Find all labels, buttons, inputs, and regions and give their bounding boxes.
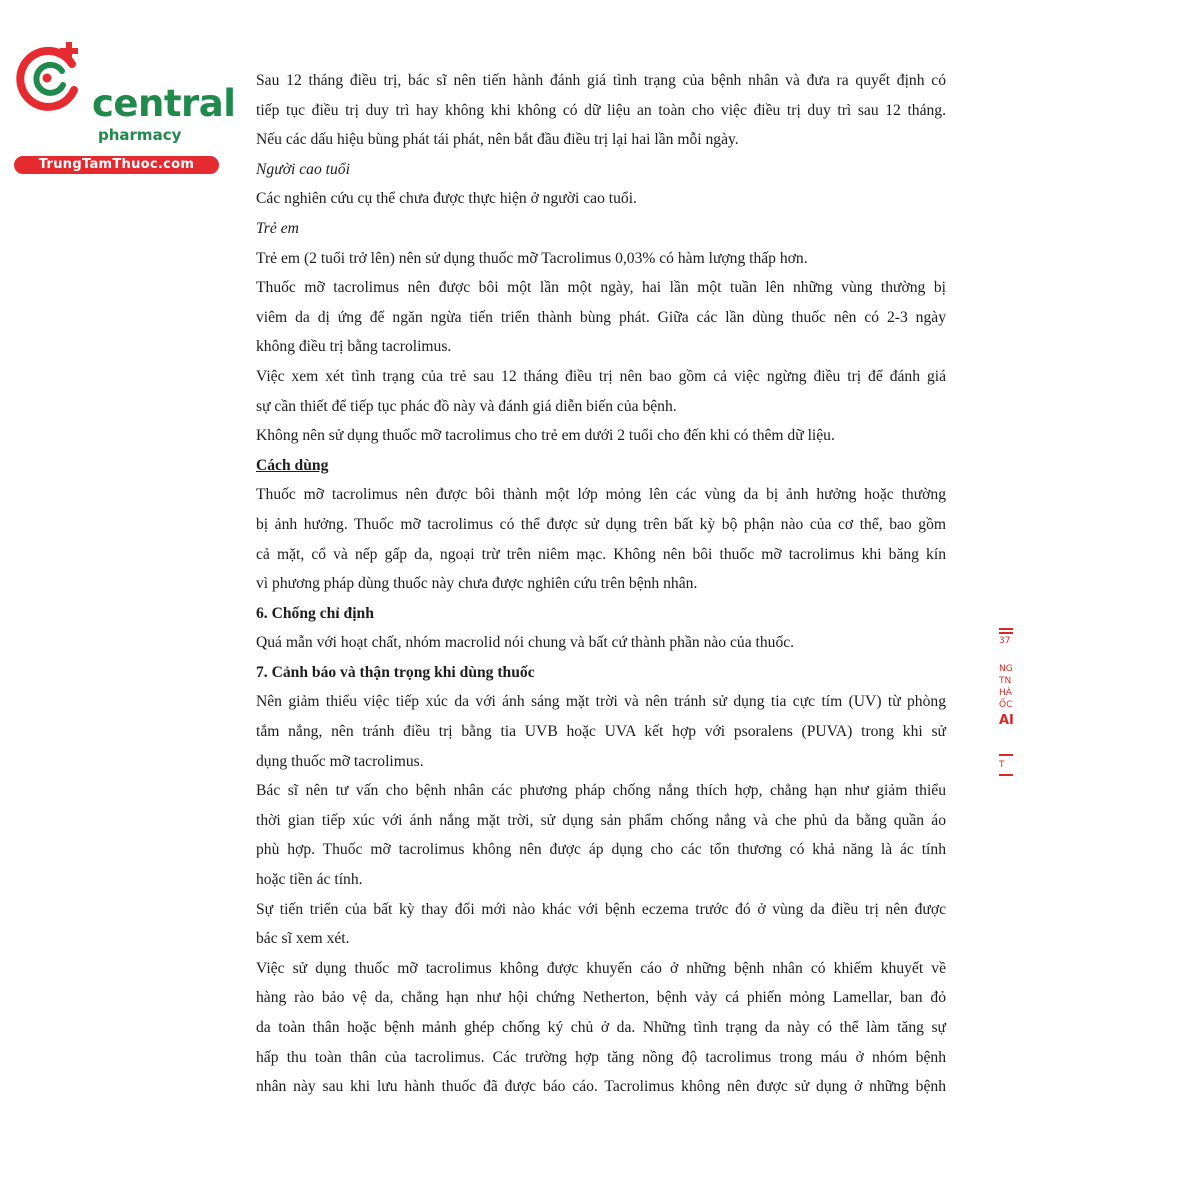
text-line: Quá mẫn với hoạt chất, nhóm macrolid nói chung và bất cứ thành phần nào của thuốc. bbox=[256, 634, 795, 652]
text-line: Các nghiên cứu cụ thể chưa được thực hiện ở người cao tuổi. bbox=[256, 190, 637, 208]
stamp-fragment-text: NG bbox=[999, 664, 1013, 674]
stamp-fragment-text: TN bbox=[999, 676, 1012, 686]
text-line: Sự tiến triển của bất kỳ thay đổi mới nào khác với bệnh eczema trước đó ở vùng da điều trị nên được bbox=[256, 900, 946, 918]
text-line: cả mặt, cổ và nếp gấp da, ngoại trừ trên niêm mạc. Không nên bôi thuốc mỡ tacrolimus khi băng kín bbox=[256, 545, 946, 563]
text-line: Thuốc mỡ tacrolimus nên được bôi thành một lớp mỏng lên các vùng da bị ảnh hưởng hoặc thường bbox=[256, 486, 946, 504]
text-line: Nếu các dấu hiệu bùng phát tái phát, nên bắt đầu điều trị lại hai lần mỗi ngày. bbox=[256, 131, 739, 149]
text-line: Trẻ em (2 tuổi trở lên) nên sử dụng thuốc mỡ Tacrolimus 0,03% có hàm lượng thấp hơn. bbox=[256, 249, 808, 267]
text-line: Việc sử dụng thuốc mỡ tacrolimus không được khuyến cáo ở những bệnh nhân có khiếm khuyết về bbox=[256, 959, 946, 977]
stamp-fragment-text: T bbox=[999, 760, 1005, 770]
text-line: tắm nắng, nên tránh điều trị bằng tia UVB hoặc UVA kết hợp với psoralens (PUVA) trong khi sử bbox=[256, 723, 946, 741]
text-line: hàng rào bảo vệ da, chẳng hạn như hội chứng Netherton, bệnh vảy cá phiến mỏng Lamellar, ban đỏ bbox=[256, 989, 946, 1007]
text-line: Thuốc mỡ tacrolimus nên được bôi một lần một ngày, hai lần một tuần lên những vùng thường bị bbox=[256, 279, 946, 297]
document-body bbox=[256, 66, 946, 1102]
logo-brand-subtitle: pharmacy bbox=[98, 126, 182, 144]
text-line: không điều trị bằng tacrolimus. bbox=[256, 338, 452, 356]
logo-brand-name: central bbox=[92, 82, 236, 125]
red-stamp-fragment bbox=[997, 628, 1019, 786]
stamp-fragment-text: ỐC bbox=[999, 700, 1013, 710]
text-line: Sau 12 tháng điều trị, bác sĩ nên tiến hành đánh giá tình trạng của bệnh nhân và đưa ra quyết định có bbox=[256, 72, 946, 89]
text-line: bị ảnh hưởng. Thuốc mỡ tacrolimus có thể được sử dụng trên bất kỳ bộ phận nào của cơ thể, bao gồm bbox=[256, 515, 946, 533]
section-heading: 7. Cảnh báo và thận trọng khi dùng thuốc bbox=[256, 663, 535, 681]
subheading: Người cao tuổi bbox=[256, 160, 350, 178]
text-line: da toàn thân hoặc bệnh mảnh ghép chống ký chủ ở da. Những tình trạng da này có thể làm tăng sự bbox=[256, 1019, 946, 1036]
text-line: Bác sĩ nên tư vấn cho bệnh nhân các phương pháp chống nắng thích hợp, chẳng hạn như giảm thiểu bbox=[256, 782, 946, 800]
logo-site-url[interactable]: TrungTamThuoc.com bbox=[14, 156, 219, 174]
logo-mark-icon bbox=[10, 38, 90, 118]
text-line: hấp thu toàn thân của tacrolimus. Các trường hợp tăng nồng độ tacrolimus trong máu ở nhóm bệnh bbox=[256, 1048, 946, 1066]
text-line: thời gian tiếp xúc với ánh nắng mặt trời, sử dụng sản phẩm chống nắng và che phủ da bằng quần áo bbox=[256, 811, 946, 829]
central-pharmacy-logo[interactable] bbox=[10, 38, 236, 172]
text-line: bác sĩ xem xét. bbox=[256, 930, 350, 948]
stamp-fragment-text: 37 bbox=[999, 636, 1011, 646]
text-line: phù hợp. Thuốc mỡ tacrolimus không nên được áp dụng cho các tổn thương có khả năng là ác tính bbox=[256, 841, 946, 859]
text-line: Nên giảm thiểu việc tiếp xúc da với ánh sáng mặt trời và nên tránh sử dụng tia cực tím (UV) từ phòng bbox=[256, 693, 946, 711]
section-heading: Cách dùng bbox=[256, 456, 329, 474]
text-line: Việc xem xét tình trạng của trẻ sau 12 tháng điều trị nên bao gồm cả việc ngừng điều trị để đánh giá bbox=[256, 367, 946, 385]
text-line: dụng thuốc mỡ tacrolimus. bbox=[256, 752, 424, 770]
section-heading: 6. Chống chỉ định bbox=[256, 604, 374, 622]
text-line: vì phương pháp dùng thuốc này chưa được nghiên cứu trên bệnh nhân. bbox=[256, 575, 698, 593]
subheading: Trẻ em bbox=[256, 219, 299, 237]
stamp-fragment-text: HÀ bbox=[999, 688, 1012, 698]
text-line: nhân này sau khi lưu hành thuốc đã được báo cáo. Tacrolimus không nên được sử dụng ở những bệnh bbox=[256, 1078, 946, 1096]
stamp-fragment-text: AI bbox=[999, 713, 1014, 728]
text-line: tiếp tục điều trị duy trì hay không khi không có dữ liệu an toàn cho việc điều trị duy trì sau 12 tháng. bbox=[256, 101, 946, 119]
text-line: hoặc tiền ác tính. bbox=[256, 871, 363, 889]
text-line: sự cần thiết để tiếp tục phác đồ này và đánh giá diễn biến của bệnh. bbox=[256, 397, 677, 415]
text-line: viêm da dị ứng để ngăn ngừa tiến triển thành bùng phát. Giữa các lần dùng thuốc nên có 2-3 ngày bbox=[256, 308, 946, 326]
text-line: Không nên sử dụng thuốc mỡ tacrolimus cho trẻ em dưới 2 tuổi cho đến khi có thêm dữ liệu. bbox=[256, 427, 835, 445]
